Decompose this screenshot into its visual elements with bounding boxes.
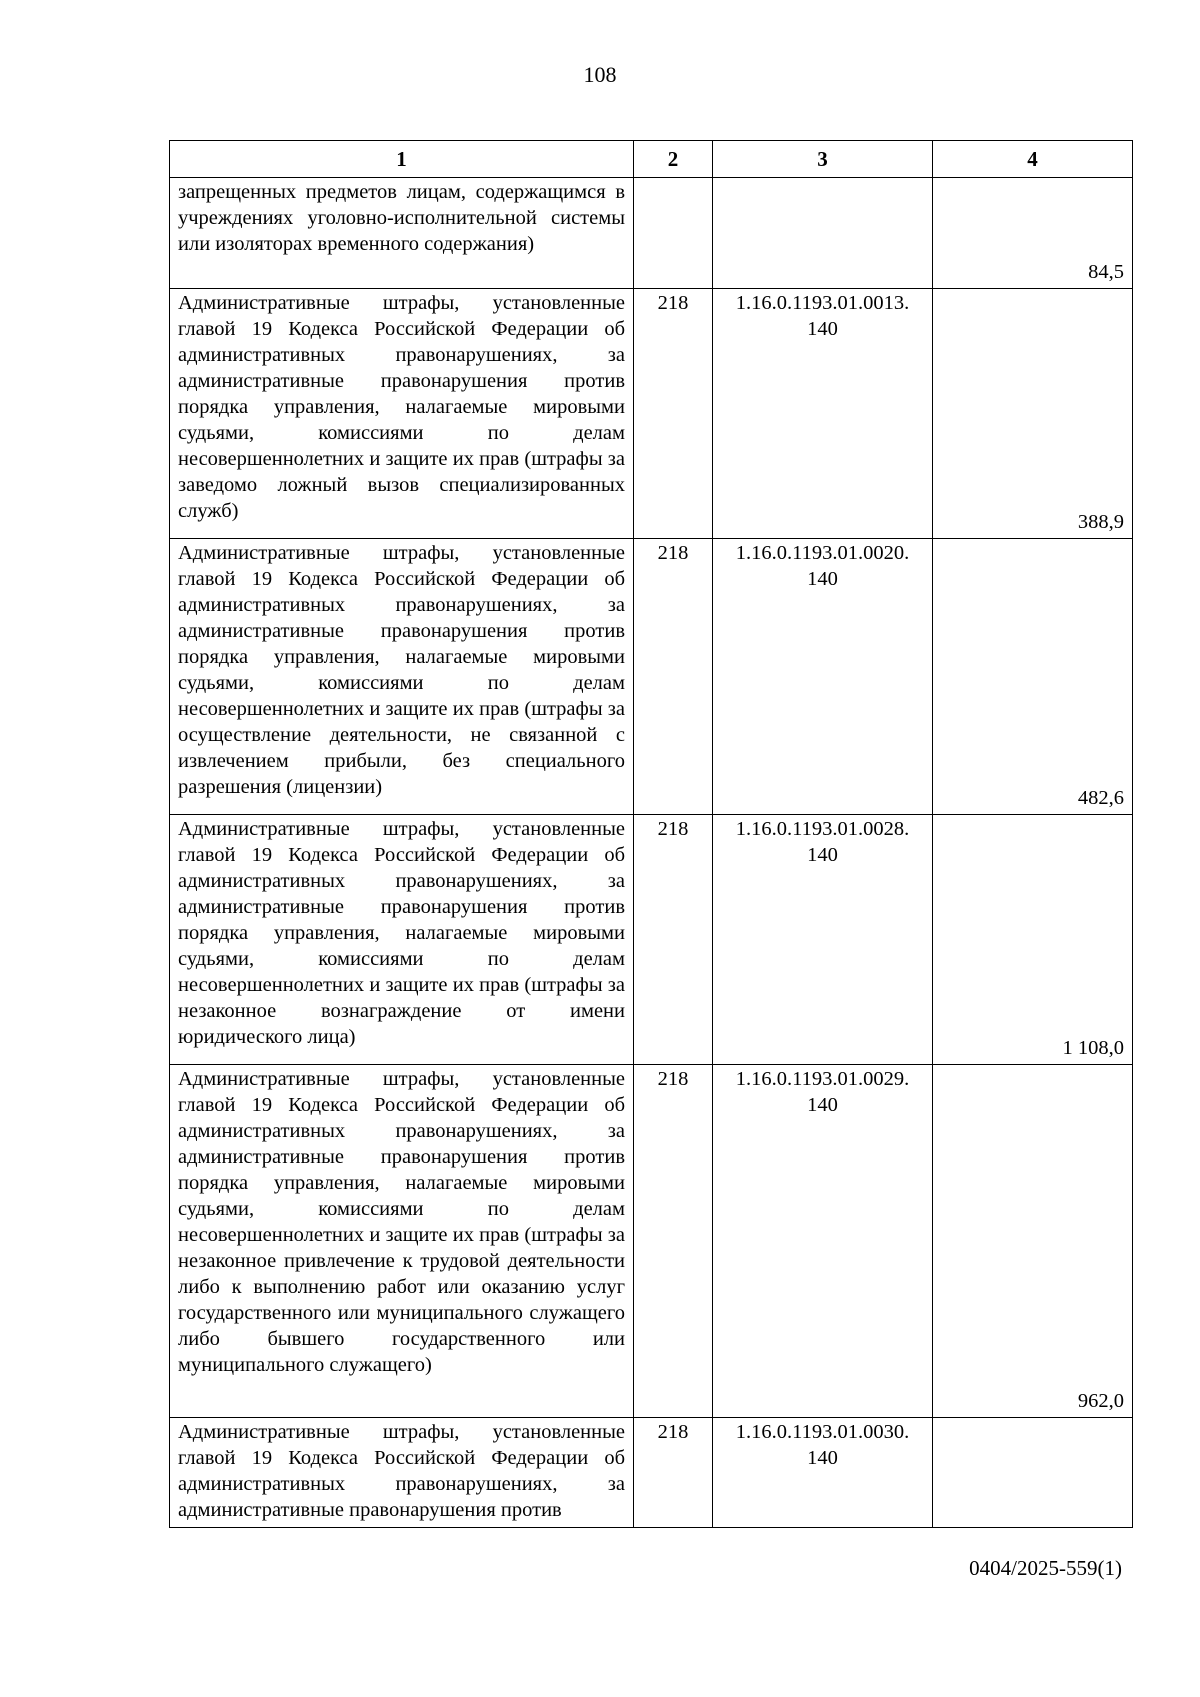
- row-budget-code: [713, 1065, 933, 1418]
- row-amount: 1 108,0: [933, 815, 1133, 1065]
- budget-code-main: 1.16.0.1193.01.0030.: [735, 1421, 910, 1443]
- row-admin-code: 218: [634, 539, 713, 815]
- table-row: [170, 1418, 1133, 1528]
- table-row: [170, 178, 1133, 289]
- row-amount: 482,6: [933, 539, 1133, 815]
- row-admin-code: 218: [634, 289, 713, 539]
- row-description: Административные штрафы, установленные главой 19 Кодекса Российской Федерации об административных правонарушениях, за административные правонарушения против порядка управления, налагаемые мировыми судьями, комиссиями по делам несовершеннолетних и защите их прав (штрафы за заведомо ложный вызов специализированных служб): [170, 289, 634, 539]
- row-admin-code: 218: [634, 1418, 713, 1528]
- row-description: Административные штрафы, установленные главой 19 Кодекса Российской Федерации об административных правонарушениях, за административные правонарушения против порядка управления, налагаемые мировыми судьями, комиссиями по делам несовершеннолетних и защите их прав (штрафы за осуществление деятельности, не связанной с извлечением прибыли, без специального разрешения (лицензии): [170, 539, 634, 815]
- row-amount: [933, 1418, 1133, 1528]
- column-header-2: 2: [634, 141, 713, 178]
- budget-code-suffix: 140: [807, 1094, 838, 1116]
- budget-code-main: 1.16.0.1193.01.0028.: [735, 818, 910, 840]
- row-amount: 962,0: [933, 1065, 1133, 1418]
- revenue-table: [169, 140, 1133, 1528]
- column-header-3: 3: [713, 141, 933, 178]
- row-amount: 84,5: [933, 178, 1133, 289]
- row-admin-code: 218: [634, 815, 713, 1065]
- row-description: Административные штрафы, установленные главой 19 Кодекса Российской Федерации об административных правонарушениях, за административные правонарушения против: [170, 1418, 634, 1528]
- row-amount: 388,9: [933, 289, 1133, 539]
- row-budget-code: [713, 289, 933, 539]
- row-description: запрещенных предметов лицам, содержащимся в учреждениях уголовно-исполнительной системы или изоляторах временного содержания): [170, 178, 634, 289]
- budget-code-suffix: 140: [807, 1447, 838, 1469]
- budget-code-suffix: 140: [807, 318, 838, 340]
- row-budget-code: [713, 539, 933, 815]
- row-description: Административные штрафы, установленные главой 19 Кодекса Российской Федерации об административных правонарушениях, за административные правонарушения против порядка управления, налагаемые мировыми судьями, комиссиями по делам несовершеннолетних и защите их прав (штрафы за незаконное вознаграждение от имени юридического лица): [170, 815, 634, 1065]
- row-budget-code: [713, 815, 933, 1065]
- row-admin-code: 218: [634, 1065, 713, 1418]
- budget-code-main: 1.16.0.1193.01.0029.: [735, 1068, 910, 1090]
- row-budget-code: [713, 178, 933, 289]
- row-budget-code: [713, 1418, 933, 1528]
- page-number: 108: [583, 62, 617, 87]
- table-row: [170, 289, 1133, 539]
- row-description: Административные штрафы, установленные главой 19 Кодекса Российской Федерации об административных правонарушениях, за административные правонарушения против порядка управления, налагаемые мировыми судьями, комиссиями по делам несовершеннолетних и защите их прав (штрафы за незаконное привлечение к трудовой деятельности либо к выполнению работ или оказанию услуг государственного или муниципального служащего либо бывшего государственного или муниципального служащего): [170, 1065, 634, 1418]
- budget-code-suffix: 140: [807, 844, 838, 866]
- budget-code-main: 1.16.0.1193.01.0013.: [735, 292, 910, 314]
- table-row: [170, 815, 1133, 1065]
- table-row: [170, 1065, 1133, 1418]
- budget-code-suffix: 140: [807, 568, 838, 590]
- column-header-1: 1: [170, 141, 634, 178]
- row-admin-code: [634, 178, 713, 289]
- document-number: 0404/2025-559(1): [969, 1556, 1122, 1580]
- table-row: [170, 539, 1133, 815]
- budget-code-main: 1.16.0.1193.01.0020.: [735, 542, 910, 564]
- column-header-4: 4: [933, 141, 1133, 178]
- table-header-row: [170, 141, 1133, 178]
